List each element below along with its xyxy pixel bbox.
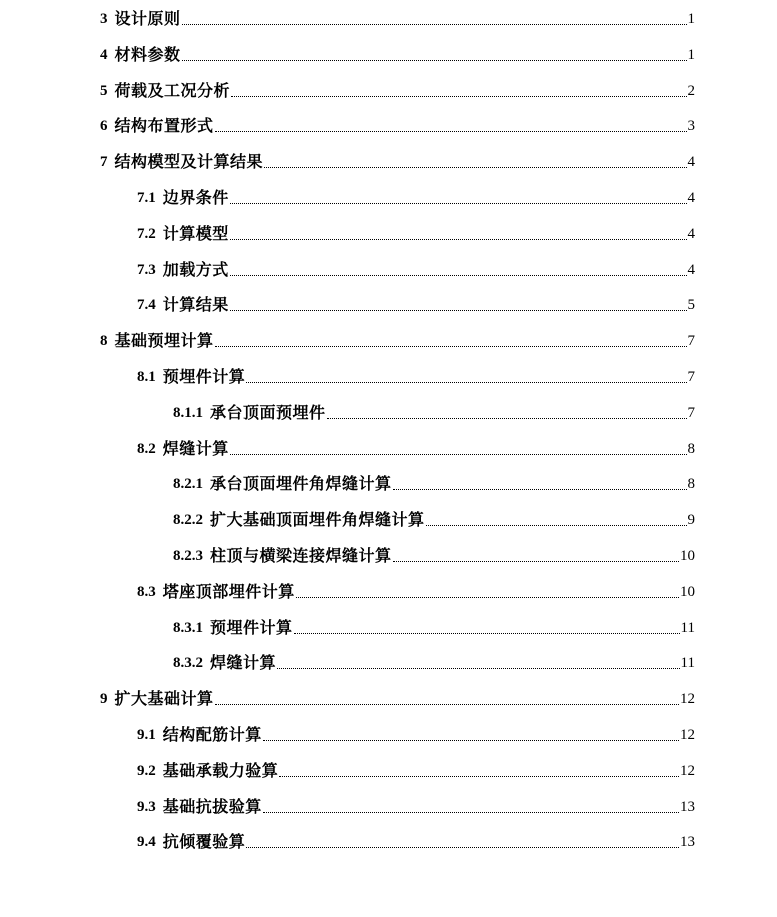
toc-entry-number: 9.3 [137,799,156,815]
toc-entry-page: 8 [687,476,695,492]
toc-entry[interactable] [137,793,695,817]
toc-entry-page: 1 [687,11,695,27]
toc-dot-leader [296,596,679,598]
toc-dot-leader [215,345,687,347]
toc-entry-page: 13 [680,799,695,815]
toc-entry-title: 基础预埋计算 [114,331,214,350]
toc-entry-title: 焊缝计算 [210,653,277,672]
toc-entry-number: 8 [100,333,108,349]
toc-entry-title: 结构模型及计算结果 [114,152,264,171]
toc-entry-title: 基础抗拔验算 [162,797,262,816]
toc-entry-number: 8.1.1 [173,405,203,421]
toc-entry[interactable] [100,148,695,172]
toc-entry-number: 9.1 [137,727,156,743]
toc-dot-leader [279,775,679,777]
toc-entry-number: 3 [100,11,108,27]
toc-entry-number: 7 [100,154,108,170]
toc-dot-leader [230,453,687,455]
toc-entry-page: 5 [687,297,695,313]
toc-dot-leader [264,166,686,168]
toc-dot-leader [231,95,686,97]
toc-entry-number: 7.1 [137,190,156,206]
toc-dot-leader [246,381,686,383]
toc-entry-number: 7.4 [137,297,156,313]
toc-entry[interactable] [137,363,695,387]
toc-dot-leader [215,130,687,132]
toc-entry-page: 12 [680,763,695,779]
toc-entry[interactable] [137,291,695,315]
toc-entry-number: 9.2 [137,763,156,779]
toc-entry-page: 9 [687,512,695,528]
toc-entry-number: 8.3.1 [173,620,203,636]
toc-entry[interactable] [100,327,695,351]
toc-entry-page: 4 [687,154,695,170]
toc-entry-page: 7 [687,369,695,385]
toc-entry[interactable] [137,220,695,244]
toc-entry-page: 4 [687,226,695,242]
toc-entry-page: 12 [680,727,695,743]
toc-entry-page: 11 [680,620,695,636]
toc-entry-page: 1 [687,47,695,63]
toc-entry-number: 8.1 [137,369,156,385]
toc-dot-leader [393,560,679,562]
toc-entry-number: 7.2 [137,226,156,242]
toc-entry-number: 8.2 [137,441,156,457]
toc-entry-number: 8.2.3 [173,548,203,564]
toc-entry-number: 8.2.1 [173,476,203,492]
toc-entry-page: 7 [687,333,695,349]
toc-dot-leader [230,238,687,240]
toc-entry-page: 10 [680,584,695,600]
toc-entry-page: 7 [687,405,695,421]
toc-entry-title: 塔座顶部埋件计算 [162,582,295,601]
toc-entry-title: 承台顶面预埋件 [210,403,326,422]
toc-dot-leader [230,274,687,276]
toc-entry-number: 7.3 [137,262,156,278]
toc-entry-title: 柱顶与横梁连接焊缝计算 [210,546,392,565]
toc-dot-leader [182,23,687,25]
toc-entry[interactable] [100,112,695,136]
toc-entry-title: 基础承载力验算 [162,761,279,780]
toc-dot-leader [327,417,687,419]
toc-entry[interactable] [137,757,695,781]
toc-entry[interactable] [173,506,695,530]
toc-entry-number: 8.3 [137,584,156,600]
toc-entry[interactable] [173,470,695,494]
toc-entry-title: 结构配筋计算 [162,725,262,744]
toc-entry-title: 抗倾覆验算 [162,832,246,851]
toc-entry-title: 计算模型 [162,224,229,243]
toc-entry-number: 9 [100,691,108,707]
toc-entry[interactable] [137,828,695,852]
toc-entry-page: 3 [687,118,695,134]
toc-entry-number: 6 [100,118,108,134]
toc-entry-page: 13 [680,834,695,850]
toc-entry[interactable] [137,184,695,208]
toc-entry[interactable] [100,685,695,709]
toc-entry-title: 扩大基础顶面埋件角焊缝计算 [210,510,425,529]
toc-entry-title: 预埋件计算 [162,367,246,386]
toc-entry-number: 5 [100,83,108,99]
toc-entry-title: 焊缝计算 [162,439,229,458]
toc-entry-title: 预埋件计算 [210,618,293,637]
toc-dot-leader [230,202,687,204]
toc-dot-leader [294,632,680,634]
toc-entry-page: 12 [680,691,695,707]
toc-entry-title: 荷载及工况分析 [114,81,231,100]
toc-entry-page: 2 [687,83,695,99]
toc-entry[interactable] [173,614,695,638]
toc-entry[interactable] [173,399,695,423]
toc-entry-page: 4 [687,190,695,206]
toc-entry-page: 11 [680,655,695,671]
toc-entry[interactable] [137,578,695,602]
toc-dot-leader [277,667,680,669]
toc-entry-title: 承台顶面埋件角焊缝计算 [210,474,392,493]
toc-dot-leader [230,309,687,311]
toc-entry-number: 4 [100,47,108,63]
toc-entry-page: 4 [687,262,695,278]
toc-dot-leader [246,846,679,848]
toc-entry-title: 计算结果 [162,295,229,314]
toc-dot-leader [393,488,687,490]
toc-entry-number: 8.2.2 [173,512,203,528]
toc-entry-number: 9.4 [137,834,156,850]
toc-entry[interactable] [137,721,695,745]
toc-entry[interactable] [173,542,695,566]
toc-entry-title: 结构布置形式 [114,116,214,135]
toc-dot-leader [426,524,687,526]
toc-dot-leader [263,739,679,741]
toc-entry-title: 加载方式 [162,260,229,279]
toc-entry[interactable] [100,5,695,29]
toc-entry[interactable] [173,649,695,673]
toc-entry[interactable] [137,256,695,280]
toc-entry-number: 8.3.2 [173,655,203,671]
toc-entry[interactable] [100,77,695,101]
toc-dot-leader [215,703,679,705]
toc-entry-page: 10 [680,548,695,564]
toc-entry-title: 材料参数 [114,45,181,64]
toc-entry[interactable] [100,41,695,65]
toc-entry-title: 扩大基础计算 [114,689,214,708]
toc-entry-title: 边界条件 [162,188,229,207]
toc-dot-leader [182,59,687,61]
toc-entry-title: 设计原则 [114,9,181,28]
toc-entry[interactable] [137,435,695,459]
toc-entry-page: 8 [687,441,695,457]
toc-dot-leader [263,811,679,813]
